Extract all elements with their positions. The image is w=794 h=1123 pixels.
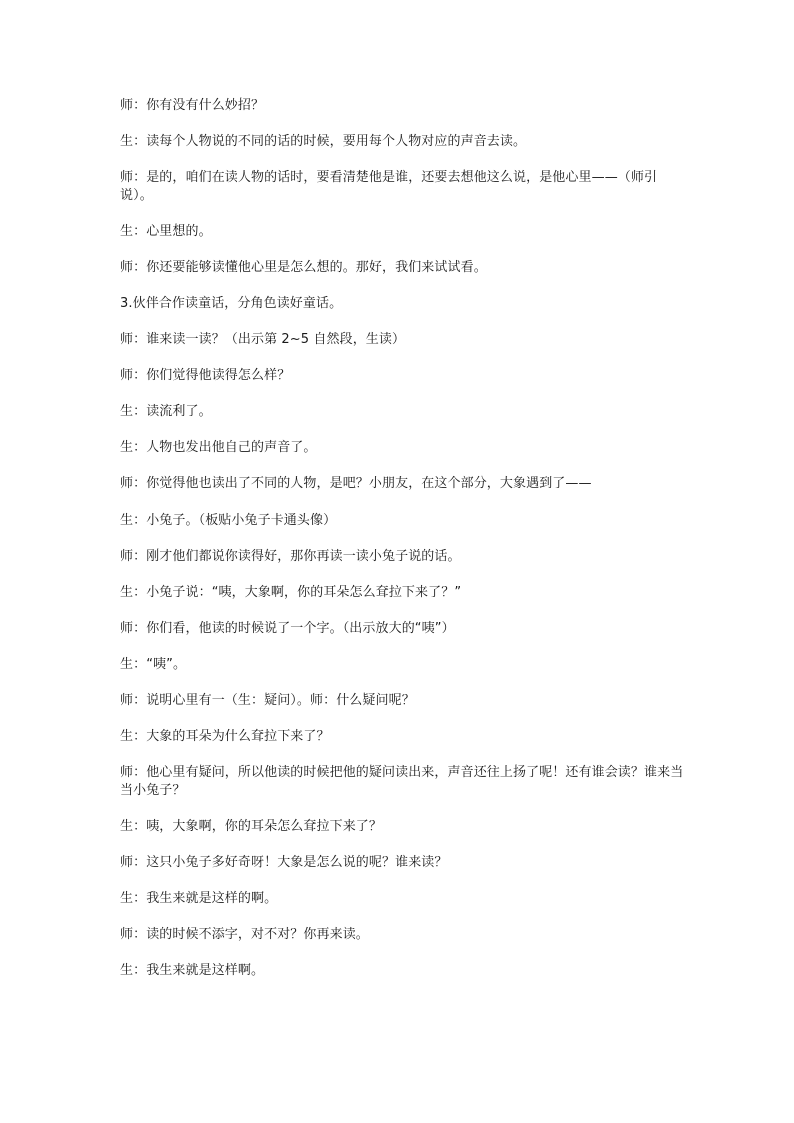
paragraph-12: 生：小兔子。（板贴小兔子卡通头像） — [120, 512, 337, 528]
document-body — [120, 97, 685, 998]
section-heading: 3.伙伴合作读童话，分角色读好童话。 — [120, 295, 343, 311]
paragraph-3: 师：是的，咱们在读人物的话时，要看清楚他是谁，还要去想他这么说，是他心里——（师引说）。 — [120, 170, 658, 203]
paragraph-13: 师：刚才他们都说你读得好，那你再读一读小兔子说的话。 — [120, 548, 461, 564]
paragraph-7: 师：谁来读一读？（出示第 2~5 自然段，生读） — [120, 332, 406, 348]
paragraph-23: 师：读的时候不添字，对不对？你再来读。 — [120, 927, 369, 943]
paragraph-1: 师：你有没有什么妙招？ — [120, 98, 265, 113]
paragraph-24: 生：我生来就是这样啊。 — [120, 963, 265, 979]
paragraph-9: 生：读流利了。 — [120, 404, 212, 420]
paragraph-15: 师：你们看，他读的时候说了一个字。（出示放大的“咦”） — [120, 620, 455, 636]
paragraph-8: 师：你们觉得他读得怎么样？ — [120, 368, 291, 384]
paragraph-22: 生：我生来就是这样的啊。 — [120, 890, 278, 906]
paragraph-11: 师：你觉得他也读出了不同的人物，是吧？小朋友，在这个部分，大象遇到了—— — [120, 476, 592, 492]
paragraph-10: 生：人物也发出他自己的声音了。 — [120, 440, 317, 456]
paragraph-2: 生：读每个人物说的不同的话的时候，要用每个人物对应的声音去读。 — [120, 134, 527, 150]
paragraph-18: 生：大象的耳朵为什么耷拉下来了？ — [120, 729, 330, 745]
paragraph-5: 师：你还要能够读懂他心里是怎么想的。那好，我们来试试看。 — [120, 259, 487, 275]
paragraph-17: 师：说明心里有一（生：疑问）。师：什么疑问呢？ — [120, 693, 415, 708]
paragraph-16: 生：“咦”。 — [120, 656, 187, 672]
paragraph-21: 师：这只小兔子多好奇呀！大象是怎么说的呢？谁来读？ — [120, 854, 448, 870]
paragraph-19: 师：他心里有疑问，所以他读的时候把他的疑问读出来，声音还往上扬了呢！还有谁会读？谁来当当小兔子？ — [120, 765, 684, 798]
paragraph-14: 生：小兔子说：“咦，大象啊，你的耳朵怎么耷拉下来了？” — [120, 584, 462, 600]
paragraph-20: 生：咦，大象啊，你的耳朵怎么耷拉下来了？ — [120, 818, 383, 834]
paragraph-4: 生：心里想的。 — [120, 223, 212, 239]
